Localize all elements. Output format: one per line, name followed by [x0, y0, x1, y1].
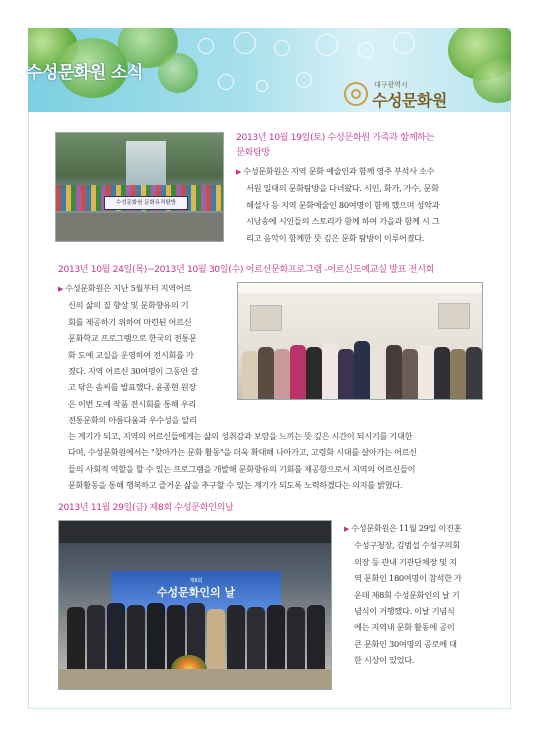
bullet-triangle-icon: ▶ [236, 168, 242, 176]
section2-body-left: ▶ 수성문화원은 지난 5월부터 지역어르 신의 삶의 질 향상 및 문화향유의 기 회를 제공하기 위하여 마련된 어르신 문화학교 프로그램으로 한국의 전통문 화 도예 교실을 운영하여 전시회를 가 졌다. 지역 어르신 30여명이 그동안 갈 고 닦은 솜씨를 발표했다. 윤종현 원장 은 이번 도예 작품 전시회를 통해 우리 전통문화의 아름다움과 우수성을 알리 [58, 283, 199, 426]
ceiling [238, 283, 483, 293]
flower-icon [358, 42, 374, 58]
ceiling [59, 521, 332, 543]
waterfall [126, 141, 166, 191]
flower-icon [393, 32, 415, 54]
stage-banner: 제8회 수성문화인의 날 [111, 571, 281, 611]
leaf-decoration [473, 58, 511, 103]
section2-heading: 2013년 10월 24일(목)~2013년 10월 30일(수) 어르신문화프로그램 -어르신도예교실 발표 전시회 [58, 264, 435, 275]
tour-banner: 수성문화원 문화유적탐방 [104, 196, 188, 210]
bullet-triangle-icon: ▶ [344, 525, 350, 533]
header-title: 수성문화원 소식 [26, 63, 143, 83]
section1-heading: 2013년 10월 19일(토) 수성문화원 가족과 함께하는 문화탐방 [236, 132, 435, 158]
section3-body: ▶ 수성문화원은 11월 29일 이진훈 수성구청장, 김범섭 수성구의회 의장 등 관내 기관단체장 및 지 역 문화인 180여명이 참석한 가 운데 제8회 수성문화인의 날 기 념식이 거행했다. 이날 기념식 에는 지역내 문화 활동에 공이 큰 문화인 30여명의 공로에 대 한 시상이 있었다. [344, 523, 462, 666]
logo-title: 수성문화원 [372, 91, 447, 110]
flower-icon [256, 80, 268, 92]
flower-icon [218, 74, 234, 90]
bullet-triangle-icon: ▶ [58, 285, 64, 293]
flower-icon [296, 72, 312, 88]
photo-culture-day-ceremony [58, 520, 332, 690]
photo-heritage-tour [55, 132, 224, 242]
flower-icon [274, 40, 290, 56]
flower-icon [198, 38, 214, 54]
photo-pottery-exhibition [237, 282, 483, 400]
ground [56, 213, 224, 242]
group-of-seniors [238, 327, 483, 400]
culture-center-logo-icon [344, 82, 368, 106]
section1-body: ▶ 수성문화원은 지역 문화 예술인과 함께 영주 부석사 소수 서원 일대의 문화탐방을 다녀왔다. 시인, 화가, 가수, 문화 해설사 등 지역 문화예술인 80여명이 함께 했으며 성악과 시낭송에 시인들의 스토리가 함께 하여 가을과 함께 시 그 리고 음악이 함께한 뜻 깊은 문화 탐방이 이루어졌다. [236, 166, 440, 243]
wall-artwork [438, 303, 470, 329]
leaf-decoration [158, 53, 198, 93]
section3-heading: 2013년 11월 29일(금) 제8회 수성문화인의날 [58, 502, 234, 513]
logo-subtitle: 대구광역시 [374, 81, 408, 89]
floor [59, 669, 332, 690]
flower-icon [234, 32, 256, 54]
section2-body-full: 는 계기가 되고, 지역의 어르신들에게는 삶의 성취감과 보람을 느끼는 뜻 깊은 시간이 되시기를 기대한 다며, 수성문화원에서는 "찾아가는 문화 활동"을 더욱 확대해 나아가고, 고령화 시대를 살아가는 어르신 들의 사회적 역할을 할 수 있는 프로그램을 개발해 문화향유의 기회를 제공함으로서 지역의 어르신들이 문화활동을 통해 행복하고 즐거운 삶을 추구할 수 있는 계기가 되도록 노력하겠다는 의지를 밝혔다. [68, 431, 417, 491]
flower-icon [316, 34, 338, 56]
